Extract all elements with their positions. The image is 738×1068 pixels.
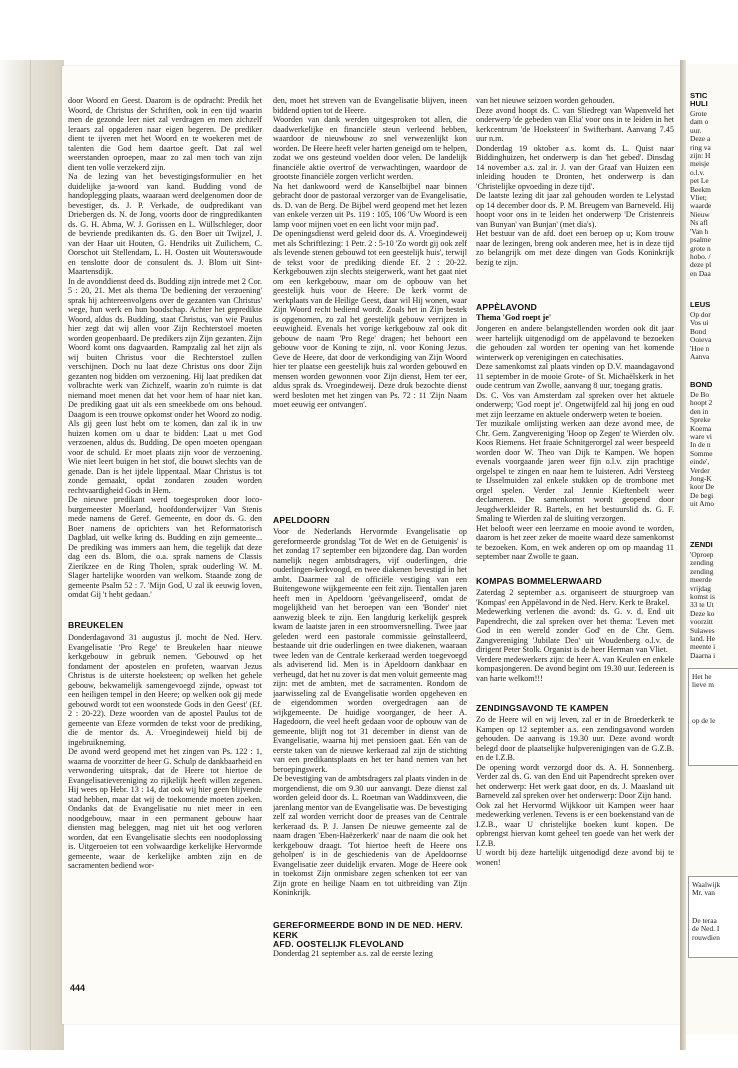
article-flevoland: Donderdag 21 september a.s. zal de eerste lezing [273, 949, 433, 958]
next-page-strip [686, 64, 738, 1034]
np-heading-bond: BOND [690, 380, 713, 389]
np-box-1-text: Het he lieve m [692, 672, 714, 690]
np-heading-leus: LEUS [690, 300, 711, 309]
heading-gereformeerde-bond: GEREFORMEERDE BOND IN DE NED. HERV. KERK AFD. OOSTELIJK FLEVOLAND [273, 920, 463, 949]
np-text-1: Grote dam o uur. Deze a ring va zijn: H meisje o.l.v. pet Le Beekm Vliet; waarde Nieuw Ns afl 'Van h psalme grote n hobo. / deze pl en Daa [690, 109, 712, 278]
column-2-top: den, moet het streven van de Evangelisatie blijven, ineen biddend optien tot de Heere. Woorden van dank werden uitgesproken tot allen, die daadwerkelijke en financiële steun verleend hebben, waardoor de nieuwbouw zo snel verwezenlijkt kon worden. De Heere heeft veler harten geneigd om te helpen, zodat we ons gesteund voelden door velen. De landelijk financiële aktie overtrof de verwachtingen, waardoor de grootste financiële zorgen verlicht werden. Na het dankwoord werd de Kanselbijbel naar binnen gebracht door de pastoraal verzorger van de Evangelisatie, ds. D. van de Berg. De Bijbel werd geopend met het lezen van enkele verzen uit Ps. 119 : 105, 106 'Uw Woord is een lamp voor mijnen voet en een licht voor mijn pad'. De openingsdienst werd geleid door ds. A. Vroegindeweij met als Schriftlezing: 1 Petr. 2 : 5-10 'Zo wordt gij ook zelf als levende stenen gebouwd tot een geestelijk huis', terwijl de tekst voor de prediking diende Ef. 2 : 20-22. Kerkgebouwen zijn slechts steigerwerk, want het gaat niet om een kerkgebouw, maar om de opbouw van het geestelijk huis voor de Heere. De kerk vormt de werkplaats van de Heilige Geest, daar wil Hij wonen, waar Zijn Woord recht bediend wordt. Zoals het in Zijn bestek is opgenomen, zo zal het geestelijk gebouw verrijzen in eeuwigheid. Evenals het vorige kerkgebouw zal ook dit gebouw de naam 'Pro Rege' dragen; het behoort een gebouw voor de Koning te zijn, nl. voor Koning Jezus. Geve de Heere, dat door de verkondiging van Zijn Woord hier ter plaatse een geestelijk huis zal worden gebouwd en mensen worden gewonnen voor Zijn dienst, Hem ter eer, aldus sprak ds. Vroegindeweij. Deze druk bezochte dienst werd besloten met het zingen van Ps. 72 : 11 'Zijn Naam moet eeuwig eer ontvangen'. [273, 96, 467, 409]
article-appelavond: Jongeren en andere belangstellenden worden ook dit jaar weer hartelijk uitgenodigd om de appèlavond te bezoeken die gehouden zal worden ter opening van het komende winterwerk op verenigingen en catechisaties. Deze samenkomst zal plaats vinden op D.V. maandagavond 11 september in de mooie Grote- of St. Michaëlskerk in het oude centrum van Zwolle, aanvang 8 uur, toegang gratis. Ds. C. Vos van Amsterdam zal spreken over het aktuele onderwerp; 'God roept je'. Ongetwijfeld zal hij jong en oud met zijn leerzame en aktuele onderwerp weten te boeien. Ter muzikale omlijsting werken aan deze avond mee, de Chr. Gem. Zangvereniging 'Hoop op Zegen' te Wierden olv. Koos Riemens. Het fraaie Schnitgerorgel zal weer bespeeld worden door W. Theo van Dijk te Kampen. We hopen evenals voorgaande jaren weer fijn o.l.v. zijn prachtige orgelspel te zingen en naar hem te luisteren. Adri Versteeg te IJsselmuiden zal enkele stukken op de trombone met orgel spelen. Verder zal Jennie Kieftenbelt weer declameren. De samenkomst wordt geopend door Jeugdwerkleider R. Bartels, en het bestuurslid ds. G. F. Smaling te Wierden zal de sluiting verzorgen. Het belooft weer een leerzame en mooie avond te worden, daarom is het zeer zeker de moeite waard deze samenkomst te bezoeken. Kom, en wek anderen op om op maandag 11 september naar Zwolle te gaan. [476, 324, 674, 561]
heading-kompas: KOMPAS BOMMELERWAARD [476, 576, 602, 586]
heading-zendingsavond: ZENDINGSAVOND TE KAMPEN [476, 703, 609, 713]
subheading-god-roept-je: Thema 'God roept je' [476, 313, 552, 322]
article-apeldoorn: Voor de Nederlands Hervormde Evangelisatie op gereformeerde grondslag 'Tot de Wet en de Getuigenis' is het zondag 17 september een bijzondere dag. Dan worden namelijk negen ambtsdragers, vijf ouderlingen, drie ouderlingen-kerkvoogd, en twee diakenen bevestigd in het ambt. Daarmee zal de officiële vestiging van een Buitengewone wijkgemeente een feit zijn. Tientallen jaren heeft men in Apeldoorn 'geëvangeliseerd', omdat de mogelijkheid van het beroepen van een 'Bonder' niet aanwezig bleek te zijn. Een langdurig kerkelijk gesprek kwam de laatste jaren in een stroomversnelling. Twee jaar geleden werd een pastorale commissie geïnstalleerd, bestaande uit drie ouderlingen en twee diakenen, waaraan twee leden van de Centrale kerkeraad werden toegevoegd als adviserend lid. Men is in Apeldoorn dankbaar en verheugd, dat het nu zover is dat men voluit gemeente mag zijn: met de ambten, met de sacramenten. Rondom de jaarwisseling zal de Evangelisatie worden opgeheven en de eigendommen worden overgedragen aan de wijkgemeente. De huidige voorganger, de heer A. Hagedoorn, die veel heeft gedaan voor de opbouw van de gemeente, blijft nog tot 31 december in dienst van de Evangelisatie, waarna hij met pensioen gaat. Eén van de eerste taken van de nieuwe kerkeraad zal zijn de stichting van een predikantsplaats en het ter hand nemen van het beroepingswerk. De bevestiging van de ambtsdragers zal plaats vinden in de morgendienst, die om 9.30 uur aanvangt. Deze dienst zal worden geleid door ds. L. Roetman van Waddinxveen, die jarenlang mentor van de Evangelisatie was. De bevestiging zelf zal worden verricht door de preases van de Centrale kerkeraad ds. P. J. Jansen De nieuwe gemeente zal de naam dragen 'Eben-Haëzerkerk' naar de naam die ook het kerkgebouw draagt. 'Tot hiertoe heeft de Heere ons geholpen' is in de geschiedenis van de Apeldoornse Evangelisatie zeer duidelijk ervaren. Moge de Heere ook in toekomst Zijn onmisbare zegen schenken tot eer van Zijn grote en heilige Naam en tot uitbreiding van Zijn Koninkrijk. [273, 527, 467, 897]
article-kompas: Zaterdag 2 september a.s. organiseert de stuurgroep van 'Kompas' een Appèlavond in de Ned. Herv. Kerk te Brakel. Medewerking verlenen die avond: ds. G. v. d. End uit Papendrecht, die zal spreken over het thema: 'Leven met God in een wereld zonder God' en de Chr. Gem. Zangvereniging 'Jubilate Deo' uit Woudenberg o.l.v. de dirigent Peter Stolk. Organist is de heer Herman van Vliet. Verdere medewerkers zijn: de heer A. van Keulen en enkele kompasjongeren. De avond begint om 19.30 uur. Iedereen is van harte welkom!!! [476, 588, 674, 683]
book-edge-line [30, 60, 31, 1050]
article-breukelen: Donderdagavond 31 augustus jl. mocht de Ned. Herv. Evangelisatie 'Pro Rege' te Breukelen haar nieuwe kerkgebouw in gebruik nemen. 'Gebouwd op het fondament der apostelen en profeten, waarvan Jezus Christus is de uiterste hoeksteen; op welken het gehele gebouw, bekwamelijk samengevoegd zijnde, opwast tot een heiligen tempel in den Heere; op welken ook gij mede gebouwd wordt tot een woonstede Gods in den Geest' (Ef. 2 : 20-22). Deze woorden van de apostel Paulus tot de gemeente van Efeze vormden de tekst voor de prediking, die de mentor ds. A. Vroegindeweij hield bij de ingebruikneming. De avond werd geopend met het zingen van Ps. 122 : 1, waarna de voorzitter de heer G. Schulp de dankbaarheid en verwondering uitsprak, dat de Heere tot hiertoe de Evangelisatievereniging zo rijkelijk heeft willen zegenen. Hij wees op Hebr. 13 : 14, dat ook wij hier geen blijvende stad hebben, maar dat wij de toekomende moeten zoeken. Ondanks dat de Evangelisatie nu niet meer in een noodgebouw, maar in een permanent gebouw haar diensten mag beleggen, mag niet uit het oog verloren worden, dat een Evangelisatie slechts een noodoplossing is. Uitgeroeien tot een volwaardige kerkelijke Hervormde gemeente, waar de kerkelijke ambten zijn en de sacramenten bediend wor- [68, 633, 262, 870]
np-text-2: Op dor Vos ui Bond Ooieva 'Hoe n Aanva [690, 310, 712, 362]
heading-breukelen: BREUKELEN [68, 620, 124, 630]
article-kampen: Zo de Heere wil en wij leven, zal er in de Broederkerk te Kampen op 12 september a.s. een zendingsavond worden gehouden. De aanvang is 19.30 uur. Deze avond wordt belegd door de plaatselijke hulpverenigingen van de G.Z.B. en de I.Z.B. De opening wordt verzorgd door ds. A. H. Sonnenberg. Verder zal ds. G. van den End uit Papendrecht spreken over het onderwerp: Het werk gaat door, en ds. J. Maasland uit Barneveld zal spreken over het onderwerp: Door Zijn hand. Ook zal het Hervormd Wijkkoor uit Kampen weer haar medewerking verlenen. Tevens is er een boekenstand van de I.Z.B., waar U christelijke boeken kunt kopen. De opbrengst hiervan komt geheel ten goede van het werk der I.Z.B. U wordt bij deze hartelijk uitgenodigd deze avond bij te wonen! [476, 715, 674, 867]
book-edge [0, 60, 64, 1050]
np-box-2-text-b: De teraa de Ned. I rouwdien [692, 916, 720, 942]
np-heading-zendi: ZENDI [690, 540, 713, 549]
page-number: 444 [70, 983, 86, 993]
np-box-1 [688, 668, 738, 766]
heading-appelavond: APPÈLAVOND [476, 302, 538, 312]
column-3-top: van het nieuwe seizoen worden gehouden. Deze avond hoopt ds. C. van Sliedregt van Wapenveld het onderwerp 'de gebeden van Elia' voor ons in te leiden in het kerkcentrum 'de Hoeksteen' in Swifterbant. Aanvang 7.45 uur n.m. Donderdag 19 oktober a.s. komt ds. L. Quist naar Biddinghuizen, het onderwerp is dan 'het gebed'. Dinsdag 14 november a.s. zal ir. J. van der Graaf van Huizen een inleiding houden te Dronten, het onderwerp is dan 'Christelijke opvoeding in deze tijd'. De laatste lezing dit jaar zal gehouden worden te Lelystad op 14 december door ds. P. M. Breugem van Barneveld. Hij hoopt voor ons in te leiden het onderwerp 'De Cristenreis van Bunyan' van Bunjan' (met dia's). Het bestuur van de afd. doet een beroep op u; Kom trouw naar de lezingen, breng ook anderen mee, het is in deze tijd zo belangrijk om met deze dingen van Gods Koninkrijk bezig te zijn. [476, 96, 674, 267]
np-box-2 [688, 876, 738, 958]
np-box-1-text-b: op de le [692, 716, 716, 725]
np-box-2-text: Waalwijk Mr. van [692, 880, 721, 898]
column-1-intro: door Woord en Geest. Daarom is de opdracht: Predik het Woord, de Christus der Schriften, ook in een tijd waarin men de gezonde leer niet zal verdragen en men zichzelf leraars zal opgaderen naar eigen begeren. De prediker dient te ijveren met het Woord en te woekeren met de talenten die God hem daartoe geeft. Dat zal wel weerstanden oproepen, maar zo zal men toch van zijn dient ten volle verzekerd zijn. Na de lezing van het bevestigingsformulier en het duidelijke ja-woord van kand. Budding vond de handoplegging plaats, waaraan werd deelgenomen door de bevestiger, ds. J. P. Verkade, de oudpredikant van Driebergen ds. N. de Jong, voorts door de ringpredikanten ds. G. H. Abma, W. J. Gorissen en L. Wüllschleger, door de bevriende predikanten ds. G. den Boer uit Twijzel, J. van der Haar uit Houten, G. Hendriks uit Zuilichem, C. Oorschot uit Stellendam, L. H. Oosten uit Wouterswoude en tenslotte door de consulent ds. J. Blom uit Sint-Maartensdijk. In de avonddienst deed ds. Budding zijn intrede met 2 Cor. 5 : 20, 21. Met als thema 'De bediening der verzoening' sprak hij achtereenvolgens over de gezanten van Christus' wege, hun werk en hun boodschap. Achter het gepredikte Woord, aldus ds. Budding, staat Christus, van wie Paulus hier zegt dat wij allen voor Zijn Rechterstoel moeten worden geopenbaard. De predikers zijn Zijn gezanten. Zijn Woord komt ons dagvaarden. Rampzalig zal het zijn als wij buiten Christus voor die Rechterstoel zullen verschijnen. Doch nu laat deze Christus ons door Zijn gezanten nog bidden om verzoening. Hij laat prediken dat volbrachte werk van Zichzelf, waarin zo'n ruimte is dat niemand moet menen dat het voor hem of haar niet kan. De prediking gaat uit als een smeekbede om ons behoud. Daagom is een trouwe opkomst onder het Woord zo nodig. Als gij geen lust hebt om te komen, dan zal ik in uw huizen komen om u daar te bidden: Laat u met God verzoenen, aldus ds. Budding. De open moeten opengaan voor de schuld. Er moet plaats zijn voor de verzoening. Wie niet leert buigen in het stof, die bouwt slechts van de genade. Dan is het ijdele lippentaal. Maar Christus is tot zonde gemaakt, opdat zondaren zouden worden rechtvaardigheid Gods in Hem. De nieuwe predikant werd toegesproken door loco-burgemeester Moerland, hoofdonderwijzer Van Stenis mede namens de Geref. Gemeente, en door ds. G. den Boer namens de oprichters van het Reformatorisch Dagblad, uit welke kring ds. Budding en zijn gemeente... De prediking was immers aan hem, die tegelijk dat deze dag een ds. Blom, die o.a. sprak namens de Classis Zierikzee en de Ring Tholen, sprak ouderling W. M. Slager hartelijke woorden van welkom. Staande zong de gemeente Psalm 52 : 7. 'Mijn God, U zal ik eeuwig loven, omdat Gij 't hebt gedaan.' [68, 96, 262, 599]
np-text-3: De Bo hoopt 2 den in Spreke Koema ware vi In de n Somme einde', Verder Jong-K koor De De begi uit Amo [690, 390, 715, 509]
heading-apeldoorn: APELDOORN [273, 515, 330, 525]
np-heading-stic: STIC HULI [690, 91, 708, 109]
np-text-4: 'Oproep zending zending meerde vrijdag komst is 33 te Ut Deze ko voorzitt Sulawes land. He meente i Daarna i [690, 550, 716, 660]
